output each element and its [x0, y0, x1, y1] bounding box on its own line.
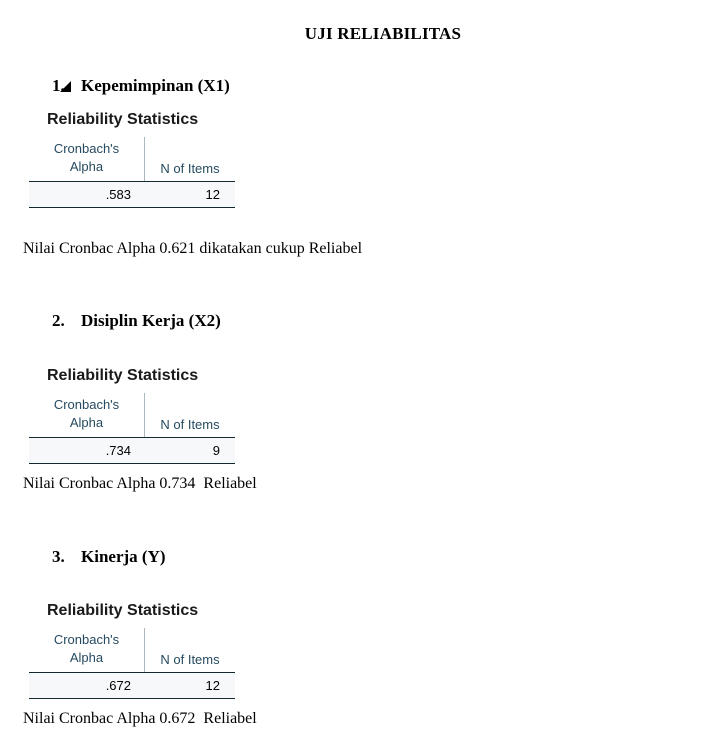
header-n-of-items: N of Items [160, 417, 220, 432]
header-row [29, 628, 235, 673]
header-line-1: Cronbach's [53, 141, 120, 156]
header-cronbach-alpha [29, 396, 144, 432]
table-title: Reliability Statistics [47, 602, 199, 619]
collapse-triangle-icon[interactable] [60, 81, 71, 92]
table-row [29, 182, 235, 208]
section-heading-3 [30, 547, 166, 567]
section-number: 1. [52, 76, 65, 95]
header-row [29, 137, 235, 182]
table-title: Reliability Statistics [47, 367, 199, 384]
section-title: Kepemimpinan (X1) [81, 76, 230, 95]
section-title: Disiplin Kerja (X2) [81, 311, 221, 330]
items-value: 12 [205, 187, 220, 202]
note-1: Nilai Cronbac Alpha 0.621 dikatakan cukup Reliabel [23, 240, 363, 257]
header-line-1: Cronbach's [53, 632, 120, 647]
items-value: 9 [212, 443, 220, 458]
alpha-value: .583 [105, 187, 131, 202]
alpha-value: .672 [105, 678, 131, 693]
alpha-value: .734 [105, 443, 131, 458]
header-line-1: Cronbach's [53, 397, 120, 412]
section-number: 2. [52, 311, 65, 330]
header-line-2: Alpha [69, 415, 104, 430]
header-cronbach-alpha [29, 631, 144, 667]
section-number: 3. [52, 547, 65, 566]
section-title: Kinerja (Y) [81, 547, 166, 566]
header-row [29, 393, 235, 438]
items-value: 12 [205, 678, 220, 693]
note-2: Nilai Cronbac Alpha 0.734 Reliabel [23, 475, 257, 492]
header-line-2: Alpha [69, 650, 104, 665]
stats-table [29, 393, 235, 464]
stats-table [29, 137, 235, 208]
header-n-of-items: N of Items [160, 652, 220, 667]
section-heading-2 [30, 311, 221, 331]
section-heading-1 [30, 76, 230, 96]
note-3: Nilai Cronbac Alpha 0.672 Reliabel [23, 710, 257, 727]
header-cronbach-alpha [29, 140, 144, 176]
page-title: UJI RELIABILITAS [304, 24, 462, 43]
header-n-of-items: N of Items [160, 161, 220, 176]
table-row [29, 673, 235, 699]
table-row [29, 438, 235, 464]
header-line-2: Alpha [69, 159, 104, 174]
stats-table [29, 628, 235, 699]
table-title: Reliability Statistics [47, 111, 199, 128]
